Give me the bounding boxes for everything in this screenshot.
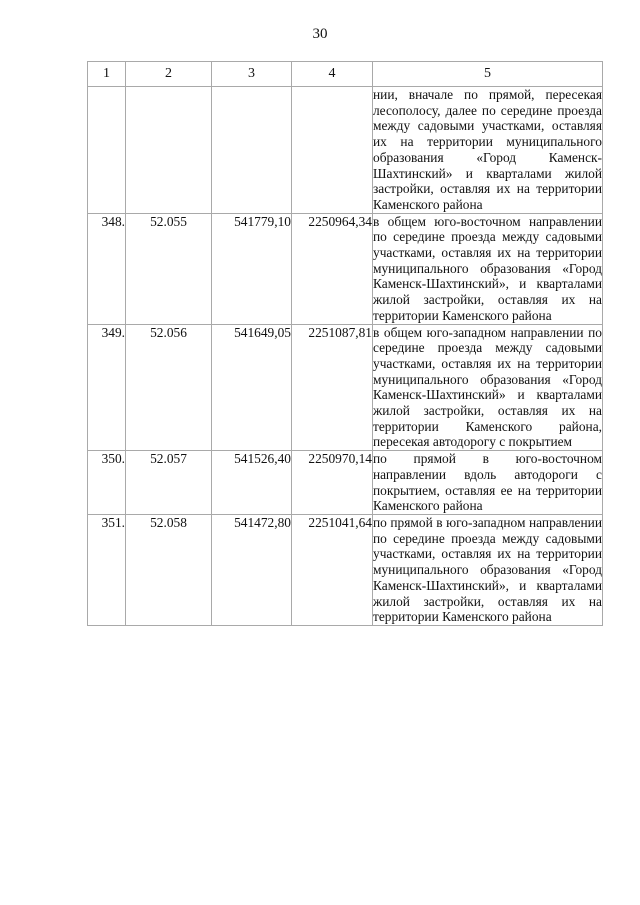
description-cell: в общем юго-восточном направлении по середине проезда между садовыми участками, оставляя их на территории муниципального образования «Город Каменск-Шахтинский», и кварталами жилой застройки, оставляя их на территории Каменского района (373, 213, 602, 323)
column-header: 2 (126, 62, 212, 87)
row-number-cell (88, 87, 126, 214)
point-code-cell: 52.056 (126, 324, 212, 451)
description-cell: нии, вначале по прямой, пересекая лесополосу, далее по середине проезда между садовыми участками, оставляя их на территории муниципального образования «Город Каменск-Шахтинский» и кварталами жилой застройки, оставляя их на территории Каменского района (373, 87, 602, 212)
y-coordinate-cell: 2251087,81 (292, 324, 373, 451)
row-number-cell: 351. (88, 514, 126, 625)
x-coordinate-cell: 541649,05 (212, 324, 292, 451)
column-header: 1 (88, 62, 126, 87)
row-number-cell: 350. (88, 451, 126, 515)
point-code-cell: 52.057 (126, 451, 212, 515)
y-coordinate-cell: 2250970,14 (292, 451, 373, 515)
table-row (88, 514, 603, 625)
y-coordinate-cell (292, 87, 373, 214)
table-row (88, 324, 603, 451)
description-cell: в общем юго-западном направлении по середине проезда между садовыми участками, оставляя их на территории муниципального образования «Город Каменск-Шахтинский» и кварталами жилой застройки, оставляя их на территории Каменского района, пересекая автодорогу с покрытием (373, 324, 602, 450)
column-header: 4 (292, 62, 373, 87)
y-coordinate-cell: 2250964,34 (292, 213, 373, 324)
page-number: 30 (312, 26, 328, 42)
boundary-table (87, 61, 603, 626)
table-row (88, 213, 603, 324)
table-row (88, 87, 603, 214)
point-code-cell (126, 87, 212, 214)
point-code-cell: 52.055 (126, 213, 212, 324)
x-coordinate-cell: 541779,10 (212, 213, 292, 324)
x-coordinate-cell (212, 87, 292, 214)
x-coordinate-cell: 541472,80 (212, 514, 292, 625)
table-row (88, 451, 603, 515)
column-header: 3 (212, 62, 292, 87)
description-cell: по прямой в юго-восточном направлении вдоль автодороги с покрытием, оставляя ее на территории Каменского района (373, 451, 602, 514)
row-number-cell: 349. (88, 324, 126, 451)
y-coordinate-cell: 2251041,64 (292, 514, 373, 625)
point-code-cell: 52.058 (126, 514, 212, 625)
row-number-cell: 348. (88, 213, 126, 324)
column-header: 5 (373, 62, 603, 87)
x-coordinate-cell: 541526,40 (212, 451, 292, 515)
table-header-row (88, 62, 603, 87)
description-cell: по прямой в юго-западном направлении по середине проезда между садовыми участками, оставляя их на территории муниципального образования «Город Каменск-Шахтинский», и кварталами жилой застройки, оставляя их на территории Каменского района (373, 514, 602, 625)
